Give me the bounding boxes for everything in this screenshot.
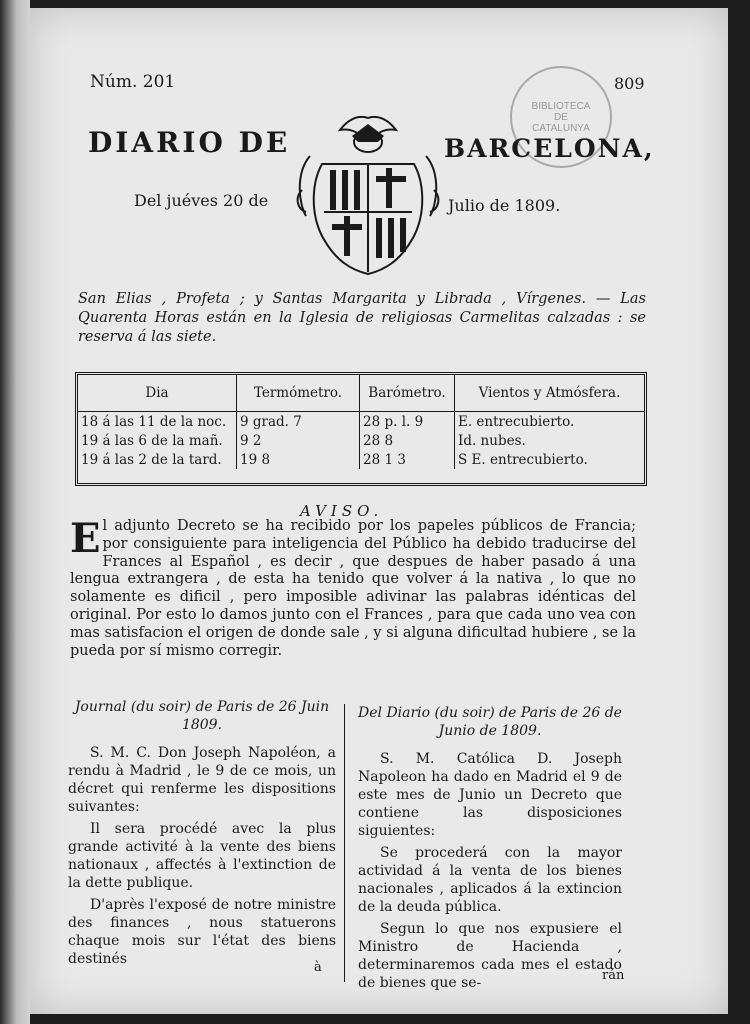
cell-termometro: 9 2 (237, 431, 360, 450)
masthead-title-right: BARCELONA, (444, 134, 655, 163)
cell-dia: 18 á las 11 de la noc. (78, 412, 237, 432)
masthead-title-left: DIARIO DE (88, 126, 291, 159)
drop-cap: E (70, 515, 101, 562)
weather-row (78, 431, 644, 450)
french-paragraph: D'après l'exposé de notre ministre des finances , nous statuerons chaque mois sur l'état des biens destinés (68, 897, 336, 967)
cell-termometro: 9 grad. 7 (237, 412, 360, 432)
column-divider (344, 704, 345, 982)
notice-text: l adjunto Decreto se ha recibido por los papeles públicos de Francia; por consiguiente para inteligencia del Público ha debido traducirse del Frances al Español , es decir , que despues de haber pasado á una lengua extrangera , de esta ha tenido que volver á la nativa , lo que no solamente es dificil , pero imposible adivinar las palabras idénticas del original. Por esto lo damos junto con el Frances , para que cada uno vea con mas satisfacion el origen de donde sale , y si alguna dificultad hubiere , se la pueda por sí mismo corregir. (70, 518, 636, 659)
cell-dia: 19 á las 2 de la tard. (78, 450, 237, 469)
spanish-column-heading: Del Diario (du soir) de Paris de 26 de Junio de 1809. (358, 705, 622, 739)
previous-page-edge (0, 0, 30, 1024)
spanish-paragraph: Se procederá con la mayor actividad á la venta de los bienes nacionales , aplicados á la extincion de la deuda pública. (358, 845, 622, 915)
french-paragraph: Il sera procédé avec la plus grande activité à la vente des biens nationaux , affectés à l'extinction de la dette publique. (68, 821, 336, 891)
header-termometro: Termómetro. (237, 375, 360, 412)
french-column-heading: Journal (du soir) de Paris de 26 Juin 1809. (74, 699, 330, 733)
coat-of-arms-icon (292, 112, 444, 276)
cell-vientos: Id. nubes. (458, 432, 526, 449)
cell-dia: 19 á las 6 de la mañ. (78, 431, 237, 450)
weather-table (75, 372, 647, 486)
french-paragraph: S. M. C. Don Joseph Napoléon, a rendu à Madrid , le 9 de ce mois, un décret qui renferme les dispositions suivantes: (68, 745, 336, 815)
french-column (68, 698, 336, 972)
spanish-paragraph: Segun lo que nos expusiere el Ministro de Hacienda , determinaremos cada mes el estado de bienes que se- (358, 921, 622, 991)
cell-vientos: S E. entrecubierto. (458, 451, 588, 468)
french-catchword: à (314, 960, 322, 975)
weather-row (78, 412, 644, 432)
page-number: 809 (614, 74, 645, 93)
notice-heading: AVISO. (300, 502, 384, 520)
notice-body (70, 515, 636, 660)
cell-termometro: 19 8 (237, 450, 360, 469)
weather-row (78, 450, 644, 469)
header-barometro: Barómetro. (360, 375, 455, 412)
date-line-left: Del juéves 20 de (134, 191, 269, 210)
issue-number: Núm. 201 (90, 72, 176, 92)
header-dia: Dia (78, 375, 237, 412)
header-vientos: Vientos y Atmósfera. (455, 375, 645, 412)
cell-barometro: 28 8 (360, 431, 455, 450)
spanish-column (358, 704, 625, 996)
spanish-catchword: rán (602, 968, 625, 983)
cell-barometro: 28 p. l. 9 (360, 412, 455, 432)
cell-barometro: 28 1 3 (360, 450, 455, 469)
date-line-right: Julio de 1809. (448, 196, 561, 215)
newspaper-page (30, 8, 728, 1014)
spanish-paragraph: S. M. Católica D. Joseph Napoleon ha dado en Madrid el 9 de este mes de Junio un Decreto que contiene las disposiciones siguientes: (358, 751, 622, 839)
saints-of-the-day: San Elias , Profeta ; y Santas Margarita y Librada , Vírgenes. — Las Quarenta Horas están en la Iglesia de religiosas Carmelitas calzadas : se reserva á las siete. (78, 291, 646, 345)
weather-header-row (78, 375, 644, 412)
cell-vientos: E. entrecubierto. (458, 413, 575, 430)
library-stamp: BIBLIOTECA DE CATALUNYA (510, 66, 612, 168)
